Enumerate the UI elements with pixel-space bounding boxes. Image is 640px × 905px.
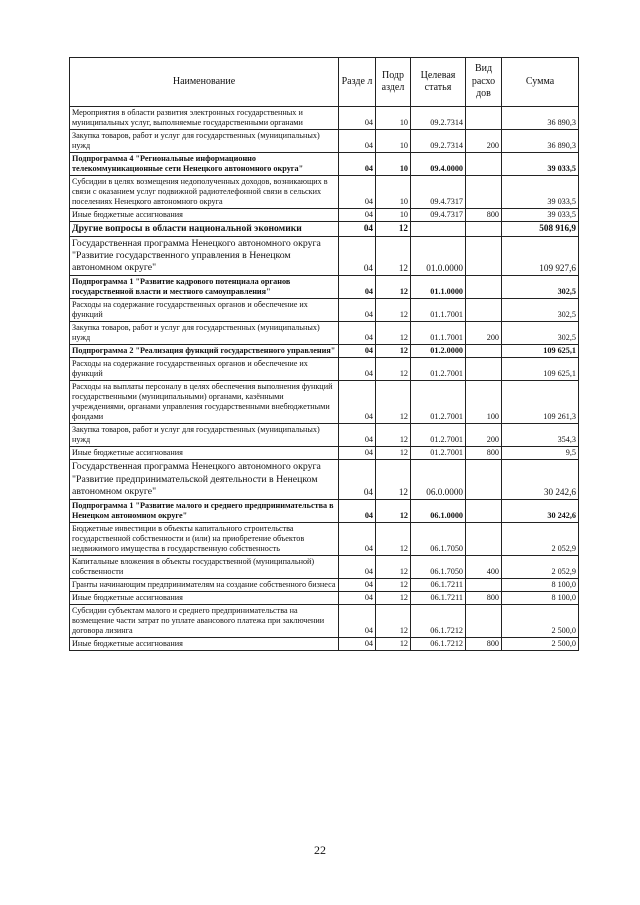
cell-amount: 109 625,1 — [502, 358, 579, 381]
cell-amount: 109 625,1 — [502, 345, 579, 358]
cell-type: 800 — [466, 592, 502, 605]
cell-amount: 39 033,5 — [502, 176, 579, 209]
cell-section: 04 — [339, 322, 376, 345]
cell-subsection: 12 — [376, 579, 411, 592]
table-body — [70, 107, 579, 651]
cell-name: Гранты начинающим предпринимателям на создание собственного бизнеса — [70, 579, 339, 592]
cell-subsection: 10 — [376, 130, 411, 153]
table-row — [70, 638, 579, 651]
cell-type: 800 — [466, 447, 502, 460]
cell-target: 06.1.7050 — [411, 556, 466, 579]
cell-section: 04 — [339, 299, 376, 322]
table-row — [70, 222, 579, 237]
cell-type — [466, 222, 502, 237]
cell-target: 06.1.7050 — [411, 523, 466, 556]
cell-name: Иные бюджетные ассигнования — [70, 209, 339, 222]
cell-subsection: 12 — [376, 276, 411, 299]
cell-name: Подпрограмма 2 "Реализация функций государственного управления" — [70, 345, 339, 358]
cell-name: Закупка товаров, работ и услуг для государственных (муниципальных) нужд — [70, 424, 339, 447]
cell-subsection: 10 — [376, 153, 411, 176]
cell-type — [466, 345, 502, 358]
cell-section: 04 — [339, 381, 376, 424]
cell-type — [466, 523, 502, 556]
cell-amount: 9,5 — [502, 447, 579, 460]
table-row — [70, 381, 579, 424]
table-row — [70, 209, 579, 222]
cell-subsection: 12 — [376, 638, 411, 651]
cell-section: 04 — [339, 592, 376, 605]
cell-name: Подпрограмма 1 "Развитие малого и среднего предпринимательства в Ненецком автономном округе" — [70, 500, 339, 523]
header-target: Целевая статья — [411, 58, 466, 107]
cell-target: 06.1.7212 — [411, 638, 466, 651]
cell-target: 09.4.7317 — [411, 176, 466, 209]
cell-subsection: 12 — [376, 345, 411, 358]
cell-subsection: 12 — [376, 236, 411, 276]
cell-subsection: 12 — [376, 523, 411, 556]
table-row — [70, 153, 579, 176]
cell-target: 09.4.0000 — [411, 153, 466, 176]
cell-name: Иные бюджетные ассигнования — [70, 447, 339, 460]
cell-name: Субсидии в целях возмещения недополученных доходов, возникающих в связи с оказанием услуг подвижной радиотелефонной связи в сельских поселениях Ненецкого автономного округа — [70, 176, 339, 209]
cell-type: 200 — [466, 322, 502, 345]
cell-amount: 109 927,6 — [502, 236, 579, 276]
cell-type — [466, 153, 502, 176]
cell-target — [411, 222, 466, 237]
header-row — [70, 58, 579, 107]
cell-target: 01.2.0000 — [411, 345, 466, 358]
cell-target: 01.1.0000 — [411, 276, 466, 299]
cell-target: 01.1.7001 — [411, 299, 466, 322]
cell-subsection: 10 — [376, 107, 411, 130]
cell-section: 04 — [339, 579, 376, 592]
table-row — [70, 605, 579, 638]
cell-target: 01.0.0000 — [411, 236, 466, 276]
cell-amount: 30 242,6 — [502, 500, 579, 523]
cell-subsection: 12 — [376, 447, 411, 460]
header-name: Наименование — [70, 58, 339, 107]
table-row — [70, 579, 579, 592]
cell-subsection: 12 — [376, 605, 411, 638]
cell-subsection: 10 — [376, 176, 411, 209]
cell-type — [466, 276, 502, 299]
cell-name: Субсидии субъектам малого и среднего предпринимательства на возмещение части затрат по уплате авансового платежа при заключении договора лизинга — [70, 605, 339, 638]
cell-type — [466, 605, 502, 638]
cell-amount: 8 100,0 — [502, 579, 579, 592]
table-row — [70, 523, 579, 556]
table-row — [70, 299, 579, 322]
cell-amount: 508 916,9 — [502, 222, 579, 237]
cell-amount: 354,3 — [502, 424, 579, 447]
cell-name: Государственная программа Ненецкого автономного округа "Развитие предпринимательской деятельности в Ненецком автономном округе" — [70, 460, 339, 500]
cell-type — [466, 176, 502, 209]
cell-section: 04 — [339, 447, 376, 460]
cell-amount: 2 500,0 — [502, 605, 579, 638]
cell-name: Мероприятия в области развития электронных государственных и муниципальных услуг, выполняемые государственными органами — [70, 107, 339, 130]
cell-target: 01.1.7001 — [411, 322, 466, 345]
cell-target: 06.1.7212 — [411, 605, 466, 638]
cell-section: 04 — [339, 500, 376, 523]
cell-section: 04 — [339, 153, 376, 176]
cell-name: Расходы на выплаты персоналу в целях обеспечения выполнения функций государственными (муниципальными) органами, казёнными учреждениями, органами управления государственными внебюджетными фондами — [70, 381, 339, 424]
cell-amount: 302,5 — [502, 276, 579, 299]
cell-subsection: 12 — [376, 460, 411, 500]
cell-target: 06.1.0000 — [411, 500, 466, 523]
table-row — [70, 358, 579, 381]
cell-amount: 302,5 — [502, 322, 579, 345]
cell-subsection: 12 — [376, 424, 411, 447]
cell-amount: 39 033,5 — [502, 209, 579, 222]
cell-amount: 36 890,3 — [502, 107, 579, 130]
cell-section: 04 — [339, 130, 376, 153]
header-amount: Сумма — [502, 58, 579, 107]
table-row — [70, 592, 579, 605]
cell-target: 01.2.7001 — [411, 447, 466, 460]
cell-section: 04 — [339, 176, 376, 209]
budget-table — [69, 57, 579, 651]
cell-target: 09.2.7314 — [411, 107, 466, 130]
cell-subsection: 12 — [376, 358, 411, 381]
cell-type — [466, 299, 502, 322]
cell-subsection: 12 — [376, 556, 411, 579]
cell-name: Закупка товаров, работ и услуг для государственных (муниципальных) нужд — [70, 130, 339, 153]
cell-amount: 302,5 — [502, 299, 579, 322]
cell-section: 04 — [339, 523, 376, 556]
cell-type — [466, 500, 502, 523]
cell-type — [466, 579, 502, 592]
cell-type: 800 — [466, 209, 502, 222]
page-number: 22 — [314, 843, 326, 857]
cell-type: 200 — [466, 424, 502, 447]
cell-type — [466, 358, 502, 381]
cell-name: Расходы на содержание государственных органов и обеспечение их функций — [70, 299, 339, 322]
cell-type: 800 — [466, 638, 502, 651]
cell-type: 200 — [466, 130, 502, 153]
cell-section: 04 — [339, 345, 376, 358]
cell-target: 01.2.7001 — [411, 381, 466, 424]
table-row — [70, 345, 579, 358]
cell-type — [466, 107, 502, 130]
cell-name: Иные бюджетные ассигнования — [70, 592, 339, 605]
cell-subsection: 12 — [376, 500, 411, 523]
cell-subsection: 12 — [376, 299, 411, 322]
cell-section: 04 — [339, 236, 376, 276]
cell-subsection: 12 — [376, 322, 411, 345]
cell-amount: 2 500,0 — [502, 638, 579, 651]
cell-target: 09.2.7314 — [411, 130, 466, 153]
cell-name: Подпрограмма 1 "Развитие кадрового потенциала органов государственной власти и местного самоуправления" — [70, 276, 339, 299]
cell-target: 06.1.7211 — [411, 579, 466, 592]
cell-target: 01.2.7001 — [411, 424, 466, 447]
cell-type — [466, 460, 502, 500]
cell-subsection: 12 — [376, 222, 411, 237]
header-subsection: Подр аздел — [376, 58, 411, 107]
cell-section: 04 — [339, 605, 376, 638]
cell-name: Подпрограмма 4 "Региональные информационно телекоммуникационные сети Ненецкого автономного округа" — [70, 153, 339, 176]
cell-name: Государственная программа Ненецкого автономного округа "Развитие государственного управления в Ненецком автономном округе" — [70, 236, 339, 276]
cell-target: 09.4.7317 — [411, 209, 466, 222]
table-row — [70, 460, 579, 500]
cell-section: 04 — [339, 424, 376, 447]
cell-amount: 8 100,0 — [502, 592, 579, 605]
cell-section: 04 — [339, 222, 376, 237]
cell-section: 04 — [339, 107, 376, 130]
cell-amount: 30 242,6 — [502, 460, 579, 500]
table-row — [70, 424, 579, 447]
header-section: Разде л — [339, 58, 376, 107]
cell-target: 01.2.7001 — [411, 358, 466, 381]
cell-name: Расходы на содержание государственных органов и обеспечение их функций — [70, 358, 339, 381]
cell-section: 04 — [339, 358, 376, 381]
cell-subsection: 10 — [376, 209, 411, 222]
cell-target: 06.0.0000 — [411, 460, 466, 500]
cell-type — [466, 236, 502, 276]
table-row — [70, 107, 579, 130]
table-row — [70, 276, 579, 299]
cell-amount: 2 052,9 — [502, 556, 579, 579]
table-row — [70, 556, 579, 579]
cell-amount: 109 261,3 — [502, 381, 579, 424]
cell-amount: 36 890,3 — [502, 130, 579, 153]
cell-section: 04 — [339, 276, 376, 299]
cell-subsection: 12 — [376, 592, 411, 605]
table-row — [70, 176, 579, 209]
header-type: Вид расхо дов — [466, 58, 502, 107]
cell-amount: 39 033,5 — [502, 153, 579, 176]
cell-name: Закупка товаров, работ и услуг для государственных (муниципальных) нужд — [70, 322, 339, 345]
cell-name: Капитальные вложения в объекты государственной (муниципальной) собственности — [70, 556, 339, 579]
table-row — [70, 130, 579, 153]
table-row — [70, 500, 579, 523]
cell-section: 04 — [339, 460, 376, 500]
cell-name: Иные бюджетные ассигнования — [70, 638, 339, 651]
cell-type: 400 — [466, 556, 502, 579]
cell-name: Бюджетные инвестиции в объекты капитального строительства государственной собственности и (или) на приобретение объектов недвижимого имущества в государственную собственность — [70, 523, 339, 556]
table-row — [70, 447, 579, 460]
table-row — [70, 236, 579, 276]
cell-subsection: 12 — [376, 381, 411, 424]
cell-name: Другие вопросы в области национальной экономики — [70, 222, 339, 237]
cell-section: 04 — [339, 209, 376, 222]
table-row — [70, 322, 579, 345]
cell-section: 04 — [339, 638, 376, 651]
cell-target: 06.1.7211 — [411, 592, 466, 605]
cell-amount: 2 052,9 — [502, 523, 579, 556]
cell-section: 04 — [339, 556, 376, 579]
cell-type: 100 — [466, 381, 502, 424]
